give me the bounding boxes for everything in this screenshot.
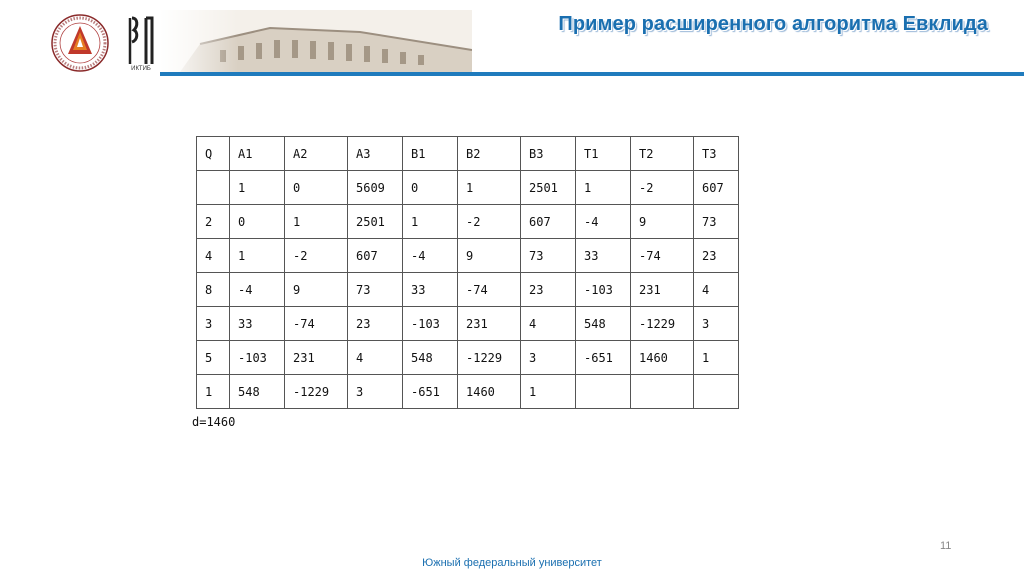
- table-cell: 9: [285, 273, 348, 307]
- result-text: d=1460: [192, 415, 236, 429]
- table-header-cell: A3: [348, 137, 403, 171]
- table-cell: 23: [348, 307, 403, 341]
- table-cell: 1: [576, 171, 631, 205]
- table-cell: 9: [631, 205, 694, 239]
- table-cell: 33: [576, 239, 631, 273]
- table-cell: -103: [230, 341, 285, 375]
- table-cell: 3: [197, 307, 230, 341]
- table-header-cell: Q: [197, 137, 230, 171]
- table-cell: 8: [197, 273, 230, 307]
- table-cell: -2: [631, 171, 694, 205]
- table-header-row: [197, 137, 739, 171]
- table-cell: 0: [230, 205, 285, 239]
- table-cell: 1460: [631, 341, 694, 375]
- table-cell: [694, 375, 739, 409]
- table-cell: -74: [285, 307, 348, 341]
- table-cell: [576, 375, 631, 409]
- table-cell: -1229: [631, 307, 694, 341]
- table-cell: 1: [521, 375, 576, 409]
- slide-header: [0, 0, 1024, 80]
- table-cell: -4: [403, 239, 458, 273]
- table-cell: 4: [521, 307, 576, 341]
- table-cell: 1: [458, 171, 521, 205]
- table-cell: [197, 171, 230, 205]
- table-cell: 5609: [348, 171, 403, 205]
- table-row: [197, 239, 739, 273]
- university-seal-icon: [50, 12, 110, 74]
- table-cell: 1: [403, 205, 458, 239]
- table-cell: 4: [348, 341, 403, 375]
- ictib-logo-text: ИКТИБ: [131, 66, 151, 72]
- table-cell: 9: [458, 239, 521, 273]
- table-cell: 548: [403, 341, 458, 375]
- table-header-cell: B3: [521, 137, 576, 171]
- table-cell: -103: [403, 307, 458, 341]
- table-cell: 1: [230, 171, 285, 205]
- table-cell: -4: [576, 205, 631, 239]
- table-cell: -74: [631, 239, 694, 273]
- table-header-cell: A1: [230, 137, 285, 171]
- slide-title: Пример расширенного алгоритма Евклида: [558, 13, 988, 35]
- table-cell: 607: [348, 239, 403, 273]
- table-cell: 548: [576, 307, 631, 341]
- table-header-cell: B2: [458, 137, 521, 171]
- table-cell: 2: [197, 205, 230, 239]
- table-cell: -651: [403, 375, 458, 409]
- page-number: 11: [940, 540, 952, 552]
- table-cell: 607: [694, 171, 739, 205]
- table-row: [197, 273, 739, 307]
- table-header-cell: T2: [631, 137, 694, 171]
- table-cell: -1229: [285, 375, 348, 409]
- table-cell: -4: [230, 273, 285, 307]
- footer-university-name: Южный федеральный университет: [422, 557, 602, 569]
- table-cell: -103: [576, 273, 631, 307]
- table-row: [197, 307, 739, 341]
- table-cell: 0: [403, 171, 458, 205]
- table-cell: 1: [285, 205, 348, 239]
- table-row: [197, 171, 739, 205]
- table-header-cell: T3: [694, 137, 739, 171]
- table-cell: 73: [521, 239, 576, 273]
- table-cell: 3: [521, 341, 576, 375]
- table-row: [197, 341, 739, 375]
- table-cell: 2501: [348, 205, 403, 239]
- table-cell: -1229: [458, 341, 521, 375]
- table-cell: 5: [197, 341, 230, 375]
- table-cell: 23: [694, 239, 739, 273]
- table-cell: 548: [230, 375, 285, 409]
- table-cell: 231: [285, 341, 348, 375]
- euclid-table: [196, 136, 739, 409]
- table-cell: 1460: [458, 375, 521, 409]
- table-row: [197, 205, 739, 239]
- table-cell: 607: [521, 205, 576, 239]
- table-cell: 2501: [521, 171, 576, 205]
- table-cell: 73: [348, 273, 403, 307]
- table-cell: 1: [230, 239, 285, 273]
- table-cell: 0: [285, 171, 348, 205]
- table-cell: 23: [521, 273, 576, 307]
- table-header-cell: T1: [576, 137, 631, 171]
- table-cell: -2: [285, 239, 348, 273]
- table-cell: 231: [631, 273, 694, 307]
- table-cell: 4: [197, 239, 230, 273]
- table-cell: [631, 375, 694, 409]
- table-cell: 1: [197, 375, 230, 409]
- table-cell: 1: [694, 341, 739, 375]
- table-cell: 231: [458, 307, 521, 341]
- header-divider-line: [160, 72, 1024, 76]
- table-cell: 73: [694, 205, 739, 239]
- table-cell: -2: [458, 205, 521, 239]
- table-cell: -74: [458, 273, 521, 307]
- table-cell: -651: [576, 341, 631, 375]
- university-building-image: [160, 10, 472, 72]
- table-cell: 33: [403, 273, 458, 307]
- table-cell: 3: [348, 375, 403, 409]
- table-header-cell: B1: [403, 137, 458, 171]
- table-header-cell: A2: [285, 137, 348, 171]
- table-cell: 3: [694, 307, 739, 341]
- table-row: [197, 375, 739, 409]
- table-cell: 4: [694, 273, 739, 307]
- table-cell: 33: [230, 307, 285, 341]
